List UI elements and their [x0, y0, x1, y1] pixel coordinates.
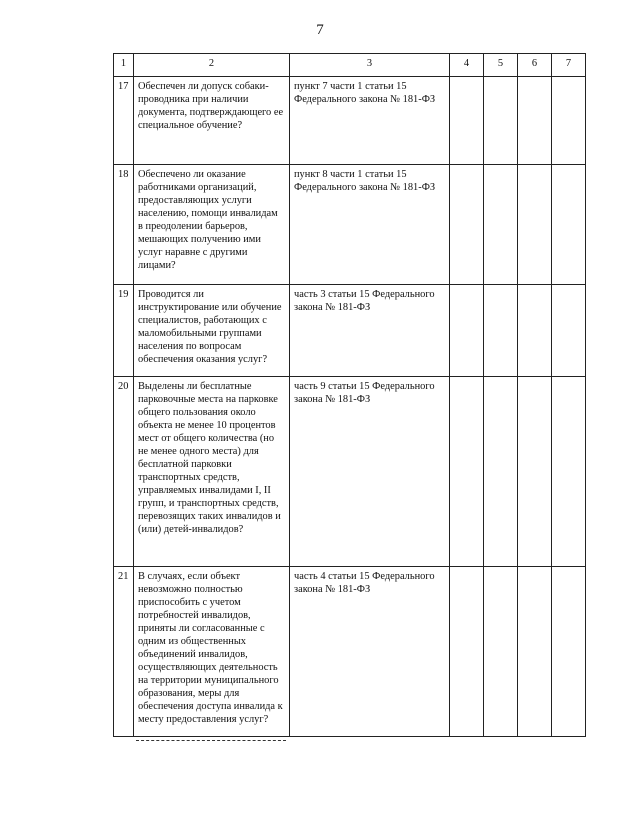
reference-cell: пункт 8 части 1 статьи 15 Федерального закона № 181-ФЗ	[290, 165, 450, 285]
answer-cell	[518, 567, 552, 737]
column-header: 5	[484, 54, 518, 77]
answer-cell	[450, 77, 484, 165]
row-number: 19	[114, 285, 134, 377]
checklist-table	[113, 53, 586, 737]
question-cell: Обеспечено ли оказание работниками организаций, предоставляющих услуги населению, помощи инвалидам в преодолении барьеров, мешающих получению ими услуг наравне с другими лицами?	[134, 165, 290, 285]
column-header: 2	[134, 54, 290, 77]
table-row	[114, 165, 586, 285]
answer-cell	[484, 165, 518, 285]
question-cell: В случаях, если объект невозможно полностью приспособить с учетом потребностей инвалидов, приняты ли согласованные с одним из общественных объединений инвалидов, осуществляющих деятельность на территории муниципального образования, меры для обеспечения доступа инвалида к месту предоставления услуг?	[134, 567, 290, 737]
answer-cell	[484, 285, 518, 377]
answer-cell	[552, 377, 586, 567]
reference-cell: часть 4 статьи 15 Федерального закона № 181-ФЗ	[290, 567, 450, 737]
question-cell: Выделены ли бесплатные парковочные места на парковке общего пользования около объекта не менее 10 процентов мест от общего количества (но не менее одного места) для бесплатной парковки транспортных средств, управляемых инвалидами I, II групп, и транспортных средств, перевозящих таких инвалидов и (или) детей-инвалидов?	[134, 377, 290, 567]
row-number: 17	[114, 77, 134, 165]
row-number: 20	[114, 377, 134, 567]
column-header: 1	[114, 54, 134, 77]
answer-cell	[552, 77, 586, 165]
column-header: 3	[290, 54, 450, 77]
question-cell: Проводится ли инструктирование или обучение специалистов, работающих с маломобильными группами населения по вопросам обеспечения оказания услуг?	[134, 285, 290, 377]
question-cell: Обеспечен ли допуск собаки-проводника при наличии документа, подтверждающего ее специальное обучение?	[134, 77, 290, 165]
page-number: 7	[316, 22, 324, 38]
column-header: 4	[450, 54, 484, 77]
column-header: 7	[552, 54, 586, 77]
answer-cell	[484, 77, 518, 165]
column-header: 6	[518, 54, 552, 77]
answer-cell	[484, 567, 518, 737]
row-number: 18	[114, 165, 134, 285]
reference-cell: часть 9 статьи 15 Федерального закона № 181-ФЗ	[290, 377, 450, 567]
table-row	[114, 377, 586, 567]
answer-cell	[518, 77, 552, 165]
answer-cell	[518, 377, 552, 567]
table-row	[114, 77, 586, 165]
reference-cell: пункт 7 части 1 статьи 15 Федерального закона № 181-ФЗ	[290, 77, 450, 165]
row-number: 21	[114, 567, 134, 737]
answer-cell	[552, 567, 586, 737]
footer-separator	[136, 740, 286, 741]
answer-cell	[450, 567, 484, 737]
answer-cell	[518, 285, 552, 377]
answer-cell	[450, 285, 484, 377]
answer-cell	[484, 377, 518, 567]
answer-cell	[552, 285, 586, 377]
answer-cell	[552, 165, 586, 285]
table-row	[114, 567, 586, 737]
table-row	[114, 285, 586, 377]
answer-cell	[450, 377, 484, 567]
answer-cell	[450, 165, 484, 285]
header-row	[114, 54, 586, 77]
reference-cell: часть 3 статьи 15 Федерального закона № 181-ФЗ	[290, 285, 450, 377]
answer-cell	[518, 165, 552, 285]
